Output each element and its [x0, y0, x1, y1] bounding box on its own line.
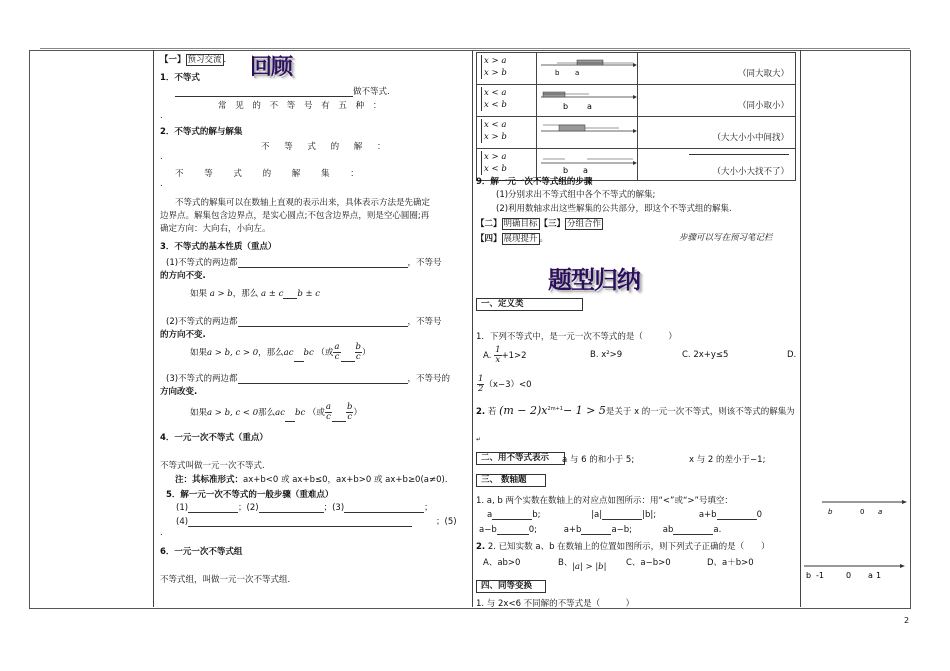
fraction-b-c: $\frac{b}{c}$ — [355, 342, 361, 362]
rule-cell — [637, 117, 795, 149]
blank[interactable] — [188, 526, 412, 527]
blank[interactable] — [283, 298, 297, 299]
s6-line1: 不等式组，叫做一元一次不等式组. — [160, 575, 291, 585]
tick-label-b: b — [562, 166, 568, 175]
blank[interactable] — [673, 534, 713, 535]
question-types-art-title: 题型归纳 — [548, 265, 640, 294]
p1-ex1: a ± c — [260, 289, 284, 299]
p3-b: ，不等号的 — [407, 374, 451, 384]
s9-title: 9．解一元一次不等式组的步骤 — [476, 177, 593, 187]
fraction-b-c: $\frac{b}{c}$ — [347, 402, 353, 422]
p3-a: (3)不等式的两边都 — [166, 374, 238, 384]
p2-rule: 如果a > b, c > 0，那么ac bc （或 $\frac{a}{c}$ $\frac{b}{c}$ ） — [190, 342, 371, 362]
numberline-cell — [536, 85, 637, 117]
s9-step2: (2)利用数轴求出这些解集的公共部分，即这个不等式组的解集. — [496, 204, 732, 214]
q4: 2. 2. 已知实数 a、b 在数轴上的位置如图所示，则下列式子正确的是（ ） — [476, 542, 770, 552]
p1-line — [166, 256, 442, 268]
system-cell: x > a x < b — [477, 149, 537, 181]
s2-line2: 不 等 式 的 解 集 ： — [175, 169, 359, 179]
blank[interactable] — [332, 421, 346, 422]
section-express: 二、用不等式表示 — [476, 452, 565, 465]
p1-rule: 如果 a > b，那么 a ± c b ± c — [190, 289, 321, 299]
p1-a: (1)不等式的两边都 — [166, 258, 238, 268]
p2-c: 的方向不变. — [160, 330, 206, 340]
p3-rule: 如果a > b, c < 0那么ac bc （或 $\frac{a}{c}$ $\frac{b}{c}$ ） — [190, 402, 362, 422]
blank[interactable] — [285, 421, 295, 422]
blank[interactable] — [492, 519, 532, 520]
q1-option-b[interactable]: B. x²>9 — [590, 350, 623, 360]
q4-option-b-expr: |a| > |b| — [572, 562, 607, 572]
p2-b: ，不等号 — [407, 317, 442, 327]
nl1-label-b: b — [828, 508, 833, 516]
header-rule — [40, 48, 910, 49]
tag-group: 分组合作 — [567, 219, 602, 229]
fraction-a-c: $\frac{a}{c}$ — [334, 342, 340, 362]
q1-option-d[interactable]: D. — [787, 350, 797, 360]
p1-b: ，不等号 — [407, 258, 442, 268]
rule-cell — [637, 149, 795, 181]
blank[interactable] — [497, 534, 529, 535]
section-equivalent: 四、同等变换 — [476, 580, 546, 593]
numberline-figure — [537, 117, 637, 145]
s9-step1: (1)分别求出不等式组中各个不等式的解集; — [496, 190, 656, 200]
q2-expression: (m − 2)x — [499, 404, 548, 417]
system-cell: x < a x < b — [477, 85, 537, 117]
blank[interactable] — [238, 267, 408, 268]
table-row — [477, 85, 796, 117]
answer-blank[interactable] — [689, 154, 789, 155]
system-cell: x > a x > b — [477, 53, 537, 85]
table-row — [477, 117, 796, 149]
nl2-label-a: a — [868, 571, 873, 580]
section-numberline: 三、 数轴题 — [476, 474, 546, 487]
numberline-cell — [536, 53, 637, 85]
inequality-system-table — [476, 52, 796, 181]
right-divider — [800, 50, 801, 607]
tag-tail: . — [223, 55, 227, 65]
q3-row2: a−b 0; a+b a−b; ab a. — [479, 525, 722, 535]
preview-tag — [160, 53, 226, 65]
express-item2: x 与 2 的差小于−1; — [689, 455, 766, 465]
p3-c: 方向改变. — [160, 387, 198, 397]
p1-cond: a > b — [209, 289, 233, 299]
s2-title: 2．不等式的解与解集 — [160, 127, 243, 137]
q1-option-d-expr: $\frac{1}{2}$ （x−3）<0 — [478, 374, 532, 394]
tag-bracket: 【一】 — [160, 55, 186, 65]
numberline-figure — [537, 53, 637, 81]
q4-option-b[interactable]: B、 — [558, 558, 573, 568]
blank[interactable] — [602, 519, 642, 520]
express-item1: a 与 6 的和小于 5; — [562, 455, 635, 465]
s1-line1-tail: 做不等式. — [353, 87, 390, 97]
s2-para3: 确定方向：大向右，小向左。 — [160, 224, 271, 234]
page-number: 2 — [904, 616, 910, 625]
q3: 1. a, b 两个实数在数轴上的对应点如图所示：用“<”或“>”号填空： — [476, 496, 733, 506]
blank[interactable] — [344, 512, 424, 513]
margin-numberline-1 — [820, 494, 908, 518]
system-cell: x < a x > b — [477, 117, 537, 149]
q1-option-c[interactable]: C. 2x+y≤5 — [682, 350, 729, 360]
section-definition: 一、定义类 — [476, 298, 583, 311]
left-margin-line — [153, 50, 154, 607]
fraction-a-c: $\frac{a}{c}$ — [325, 402, 331, 422]
blank[interactable] — [717, 519, 757, 520]
table-row — [477, 53, 796, 85]
tag-label: 预习交流 — [187, 55, 222, 65]
period-mark: . — [160, 152, 163, 162]
note-right: 步骤可以写在预习笔记栏 — [679, 233, 773, 243]
q4-option-c[interactable]: C、a−b>0 — [626, 558, 671, 568]
nl2-label-b: b — [806, 571, 812, 580]
q3-row1: a b; |a| |b|; a+b 0 — [487, 510, 762, 520]
tick-label-a: a — [586, 102, 592, 111]
tag-goal: 明确目标 — [503, 219, 538, 229]
p3-line — [166, 372, 450, 384]
q4-option-d[interactable]: D、a＋b>0 — [707, 558, 754, 568]
p3-cond: a > b, c < 0 — [207, 408, 259, 418]
center-divider — [472, 50, 473, 607]
review-art-title: 回顾 — [250, 54, 293, 80]
tick-label-b: b — [562, 102, 568, 111]
s1-title: 1．不等式 — [160, 73, 200, 83]
q1: 1．下列不等式中，是一元一次不等式的是（ ） — [476, 332, 677, 342]
s2-line1: 不 等 式 的 解 ： — [261, 142, 386, 152]
blank[interactable] — [341, 361, 355, 362]
period-mark: . — [160, 111, 163, 121]
tag4-row: 【四】 展现提升 。 — [476, 234, 549, 244]
nl2-label-1: 1 — [876, 571, 882, 580]
numberline-figure — [537, 85, 637, 113]
tick-label-b: b — [554, 69, 560, 77]
tick-label-a: a — [574, 69, 580, 77]
s2-para2: 边界点。解集包含边界点，是实心圆点;不包含边界点，则是空心圆圈;再 — [160, 211, 430, 221]
nl1-label-0: 0 — [860, 508, 865, 516]
line-mark: ↵ — [476, 436, 482, 443]
p2-a: (2)不等式的两边都 — [166, 317, 238, 327]
p1-c: 的方向不变. — [160, 271, 206, 281]
s3-title: 3．不等式的基本性质（重点） — [160, 242, 277, 252]
blank[interactable] — [581, 534, 611, 535]
q5: 1. 与 2x<6 不同解的不等式是（ ） — [476, 599, 635, 609]
rule-cell — [637, 53, 795, 85]
nl1-label-a: a — [878, 508, 883, 516]
tag-show: 展现提升 — [503, 234, 538, 244]
blank[interactable] — [238, 383, 408, 384]
s4-note: 注：其标准形式：ax+b<0 或 ax+b≤0，ax+b>0 或 ax+b≥0(a≠0)． — [175, 475, 454, 485]
tags-row: 【二】 明确目标 【三】 分组合作 — [476, 219, 602, 229]
s1-line1 — [175, 85, 390, 97]
rule-label: （同小取小） — [737, 101, 789, 111]
numberline-cell — [536, 117, 637, 149]
q4-option-a[interactable]: A、ab>0 — [483, 558, 521, 568]
rule-cell — [637, 85, 795, 117]
p1-ex2: b ± c — [297, 289, 321, 299]
rule-label: （大小小大找不了） — [712, 167, 789, 177]
blank[interactable] — [294, 361, 304, 362]
p2-line — [166, 315, 442, 327]
blank[interactable] — [259, 512, 324, 513]
period-mark: . — [160, 528, 163, 538]
rule-label: （同大取大） — [737, 69, 789, 79]
tick-label-a: a — [582, 166, 588, 175]
s2-para1: 不等式的解集可以在数轴上直观的表示出来，具体表示方法是先确定 — [175, 198, 431, 208]
s6-title: 6．一元一次不等式组 — [160, 547, 243, 557]
rule-label: （大大小小中间找） — [712, 133, 789, 143]
nl2-label-0: 0 — [846, 571, 852, 580]
s5-title: 5．解一元一次不等式的一般步骤（重难点） — [166, 490, 334, 500]
s1-line2: 常 见 的 不 等 号 有 五 种 ： — [218, 101, 382, 111]
p2-cond: a > b, c > 0 — [207, 348, 259, 358]
s4-line1: 不等式叫做一元一次不等式. — [160, 461, 265, 471]
blank[interactable] — [238, 326, 408, 327]
blank[interactable] — [188, 512, 238, 513]
numberline-figure — [537, 149, 637, 177]
s5-row2: (4) ；(5) — [176, 517, 457, 527]
q1-option-a[interactable]: A. $\frac{1}{x}$ +1>2 — [483, 345, 527, 365]
period-mark: . — [160, 179, 163, 189]
nl2-label-minus1: -1 — [816, 571, 824, 580]
blank[interactable] — [175, 96, 353, 97]
margin-numberline-2 — [802, 558, 908, 584]
s4-title: 4．一元一次不等式（重点） — [160, 433, 268, 443]
q2: 2. 若 $(m - 2)x^{2m+1}- 1 > 5$是关于 x 的一元一次不等式，则该不等式的解集为 — [476, 404, 795, 417]
s5-row1: (1) ；(2) ；(3) ； — [176, 503, 433, 513]
